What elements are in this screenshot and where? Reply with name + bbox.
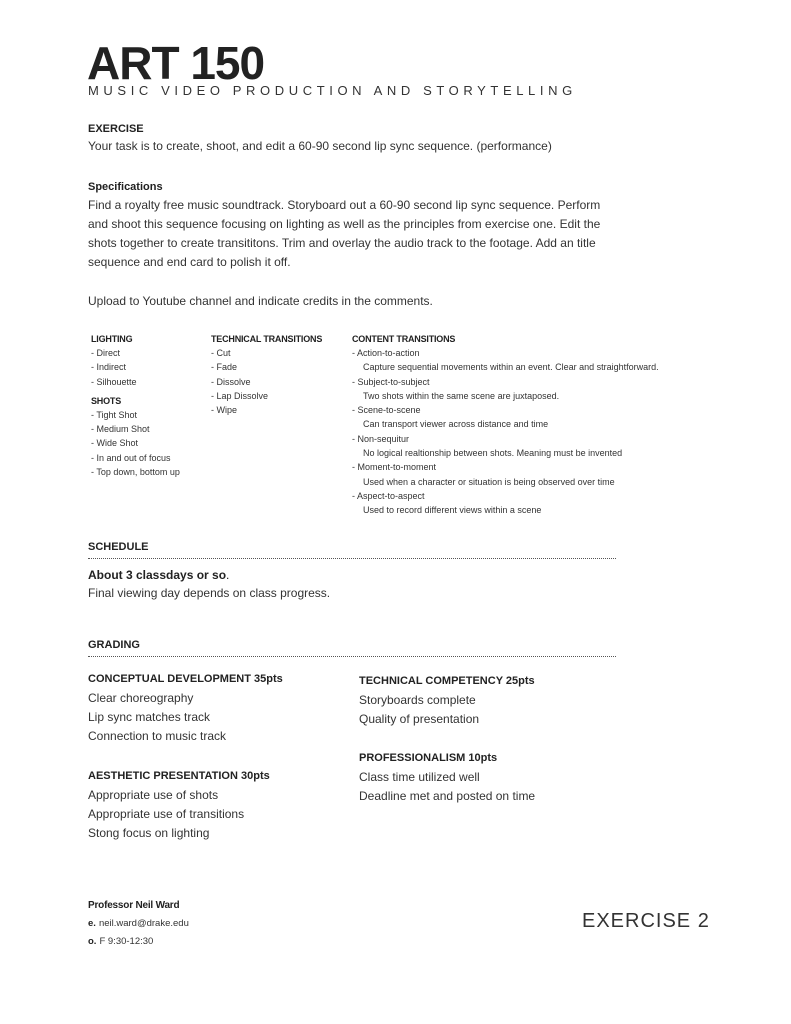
- professor-email-line: [88, 918, 189, 929]
- technical-transition-item: - Wipe: [211, 405, 238, 416]
- grading-criterion: Class time utilized well: [359, 770, 480, 784]
- schedule-duration-period: .: [226, 568, 230, 582]
- content-transition-description: Can transport viewer across distance and time: [363, 419, 549, 430]
- grading-technical-heading: TECHNICAL COMPETENCY 25pts: [359, 675, 535, 687]
- shots-item: - Wide Shot: [91, 438, 139, 449]
- technical-transition-item: - Cut: [211, 348, 231, 358]
- content-transition-name: - Aspect-to-aspect: [352, 490, 425, 501]
- grading-aesthetic: [88, 769, 348, 843]
- course-subtitle: MUSIC VIDEO PRODUCTION AND STORYTELLING: [88, 83, 577, 98]
- grading-professionalism-heading: PROFESSIONALISM 10pts: [359, 752, 498, 764]
- office-hours-line: [88, 936, 153, 947]
- exercise-label: EXERCISE: [88, 123, 144, 135]
- specifications-text: Find a royalty free music soundtrack. Storyboard out a 60-90 second lip sync sequence. Perform and shoot this sequence focusing on lighting as well as the principles from exercise one. Edit the shots together to create transititons. Trim and overlay the audio track to the footage. Add an title sequence and end card to polish it off.: [88, 198, 601, 269]
- email-prefix: e.: [88, 918, 96, 929]
- content-transition-description: Used when a character or situation is being observed over time: [363, 476, 615, 487]
- content-transitions-heading: CONTENT TRANSITIONS: [352, 334, 456, 344]
- schedule-duration: [88, 566, 229, 584]
- office-hours: F 9:30-12:30: [99, 936, 154, 947]
- grading-professionalism: [359, 751, 619, 806]
- professor-name: Professor Neil Ward: [88, 900, 180, 911]
- grading-criterion: Deadline met and posted on time: [359, 789, 536, 803]
- schedule-divider: [88, 558, 616, 559]
- lighting-item: - Indirect: [91, 362, 127, 373]
- content-transition-description: Capture sequential movements within an event. Clear and straightforward.: [363, 362, 659, 373]
- grading-criterion: Appropriate use of shots: [88, 788, 219, 802]
- lighting-heading: LIGHTING: [91, 334, 133, 344]
- grading-divider: [88, 656, 616, 657]
- content-transition-name: - Subject-to-subject: [352, 376, 430, 387]
- shots-item: - In and out of focus: [91, 452, 171, 463]
- technical-transitions-column: [211, 332, 322, 417]
- grading-aesthetic-heading: AESTHETIC PRESENTATION 30pts: [88, 770, 270, 782]
- schedule-note: Final viewing day depends on class progress.: [88, 586, 331, 600]
- lighting-shots-column: [91, 332, 180, 479]
- grading-criterion: Clear choreography: [88, 691, 194, 705]
- content-transitions-column: [352, 332, 659, 518]
- lighting-item: - Direct: [91, 348, 120, 358]
- grading-criterion: Stong focus on lighting: [88, 826, 210, 840]
- shots-heading: SHOTS: [91, 395, 122, 406]
- course-title: ART 150: [87, 37, 265, 89]
- shots-item: - Medium Shot: [91, 424, 150, 435]
- content-transition-name: - Scene-to-scene: [352, 405, 421, 416]
- professor-email[interactable]: neil.ward@drake.edu: [98, 918, 189, 929]
- exercise-number-badge: EXERCISE 2: [582, 910, 710, 932]
- shots-item: - Top down, bottom up: [91, 467, 180, 478]
- grading-technical: [359, 674, 619, 729]
- grading-label: GRADING: [88, 639, 140, 651]
- content-transition-name: - Moment-to-moment: [352, 462, 437, 473]
- schedule-duration-text: About 3 classdays or so: [88, 568, 227, 582]
- grading-criterion: Appropriate use of transitions: [88, 807, 245, 821]
- shots-item: - Tight Shot: [91, 409, 138, 420]
- technical-transitions-heading: TECHNICAL TRANSITIONS: [211, 334, 323, 344]
- schedule-label: SCHEDULE: [88, 541, 149, 553]
- content-transition-description: No logical realtionship between shots. Meaning must be invented: [363, 448, 623, 459]
- grading-criterion: Connection to music track: [88, 729, 227, 743]
- grading-criterion: Storyboards complete: [359, 693, 476, 707]
- content-transition-description: Two shots within the same scene are juxtaposed.: [363, 390, 560, 401]
- content-transition-name: - Non-sequitur: [352, 433, 410, 444]
- technical-transition-item: - Lap Dissolve: [211, 390, 269, 401]
- lighting-item: - Silhouette: [91, 376, 137, 387]
- grading-criterion: Quality of presentation: [359, 712, 480, 726]
- specifications-label: Specifications: [88, 181, 163, 193]
- grading-conceptual-heading: CONCEPTUAL DEVELOPMENT 35pts: [88, 673, 283, 685]
- content-transition-name: - Action-to-action: [352, 348, 420, 358]
- content-transition-description: Used to record different views within a scene: [363, 505, 542, 516]
- technical-transition-item: - Fade: [211, 362, 238, 373]
- grading-criterion: Lip sync matches track: [88, 710, 211, 724]
- upload-instructions: Upload to Youtube channel and indicate credits in the comments.: [88, 294, 433, 308]
- exercise-description: Your task is to create, shoot, and edit a 60-90 second lip sync sequence. (performance): [88, 139, 552, 153]
- technical-transition-item: - Dissolve: [211, 376, 251, 387]
- grading-conceptual: [88, 672, 348, 746]
- hours-prefix: o.: [88, 936, 97, 947]
